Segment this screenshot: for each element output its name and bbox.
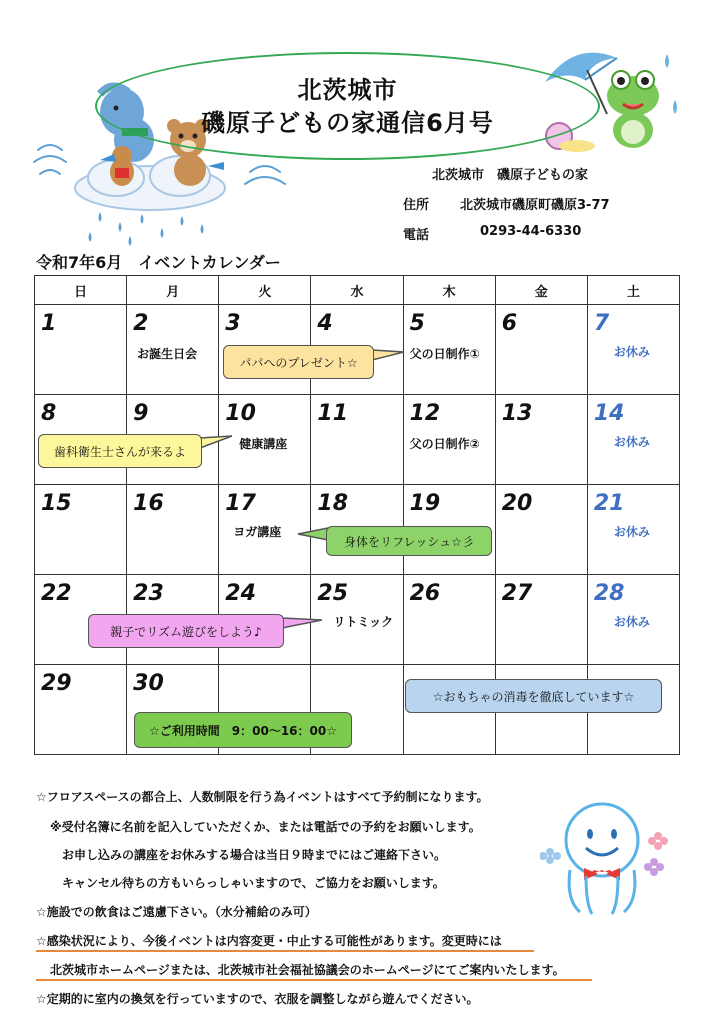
callout-refresh: 身体をリフレッシュ☆彡	[326, 526, 492, 556]
newsletter-title: 磯原子どもの家通信6月号	[201, 109, 494, 137]
calendar-heading: 令和7年6月 イベントカレンダー	[36, 253, 281, 272]
day-number: 30	[133, 671, 164, 696]
address-value: 北茨城市磯原町磯原3-77	[460, 198, 610, 213]
day-number: 25	[317, 581, 349, 606]
callout-rhythm: 親子でリズム遊びをしよう♪	[88, 614, 284, 648]
day-number: 12	[409, 401, 441, 426]
day-number: 24	[225, 581, 256, 606]
weekday-wed: 水	[311, 276, 403, 305]
weekday-sun: 日	[35, 276, 127, 305]
day-number: 7	[593, 311, 610, 336]
note-line: キャンセル待ちの方もいらっしゃいますので、ご協力をお願いします。	[62, 876, 445, 890]
day-number: 28	[593, 581, 625, 606]
day-number: 20	[501, 491, 533, 516]
phone-value: 0293-44-6330	[480, 224, 582, 239]
address-label: 住所	[403, 198, 430, 213]
day-number: 15	[41, 491, 72, 516]
day-number: 18	[317, 491, 349, 516]
title-city: 北茨城市	[297, 76, 398, 104]
rest-label: お休み	[613, 525, 650, 539]
phone-label: 電話	[403, 228, 430, 243]
day-number: 6	[501, 311, 518, 336]
day-number: 8	[41, 401, 57, 426]
day-number: 14	[593, 401, 625, 426]
day-number: 17	[225, 491, 256, 516]
callout-disinfect: ☆おもちゃの消毒を徹底しています☆	[405, 679, 662, 713]
day-number: 10	[225, 401, 256, 426]
callout-hours: ☆ご利用時間 9：00～16：00☆	[134, 712, 352, 748]
note-line: ☆施設での飲食はご遠慮下さい。（水分補給のみ可）	[36, 905, 317, 919]
weekday-fri: 金	[495, 276, 587, 305]
note-line: お申し込みの講座をお休みする場合は当日９時までにはご連絡下さい。	[62, 848, 447, 862]
weekday-sat: 土	[587, 276, 679, 305]
rest-label: お休み	[613, 615, 650, 629]
event-fathers-day-1: 父の日制作①	[409, 347, 480, 361]
event-rhythmic: リトミック	[333, 615, 394, 629]
day-number: 5	[409, 311, 425, 336]
callout-dental: 歯科衛生士さんが来るよ	[38, 434, 202, 468]
note-line: ☆定期的に室内の換気を行っていますので、衣服を調整しながら遊んでください。	[36, 992, 479, 1006]
day-number: 4	[317, 311, 333, 336]
day-number: 2	[133, 311, 149, 336]
note-line: ※受付名簿に名前を記入していただくか、または電話での予約をお願いします。	[50, 820, 481, 834]
rest-label: お休み	[613, 435, 650, 449]
event-fathers-day-2: 父の日制作②	[409, 437, 480, 451]
day-number: 29	[41, 671, 72, 696]
note-line: ☆フロアスペースの都合上、人数制限を行う為イベントはすべて予約制になります。	[36, 790, 489, 804]
rest-label: お休み	[613, 345, 650, 359]
day-number: 21	[593, 491, 625, 516]
weekday-thu: 木	[403, 276, 495, 305]
note-underline	[36, 979, 592, 981]
note-line: ☆感染状況により、今後イベントは内容変更・中止する可能性があります。変更時には	[36, 934, 502, 948]
note-underline	[36, 950, 534, 952]
event-birthday: お誕生日会	[137, 347, 198, 361]
day-number: 13	[501, 401, 533, 426]
org-name: 北茨城市 磯原子どもの家	[432, 168, 589, 183]
day-number: 22	[41, 581, 72, 606]
note-line: 北茨城市ホームページまたは、北茨城市社会福祉協議会のホームページにてご案内いたします。	[50, 963, 565, 977]
day-number: 9	[133, 401, 149, 426]
day-number: 11	[317, 401, 349, 426]
weekday-tue: 火	[219, 276, 311, 305]
day-number: 23	[133, 581, 164, 606]
day-number: 3	[225, 311, 241, 336]
day-number: 16	[133, 491, 164, 516]
callout-present: パパへのプレゼント☆	[223, 345, 374, 379]
day-number: 1	[41, 311, 57, 336]
weekday-mon: 月	[127, 276, 219, 305]
day-number: 27	[501, 581, 533, 606]
day-number: 26	[409, 581, 441, 606]
event-health: 健康講座	[239, 437, 288, 451]
event-yoga: ヨガ講座	[233, 525, 282, 539]
day-number: 19	[409, 491, 441, 516]
